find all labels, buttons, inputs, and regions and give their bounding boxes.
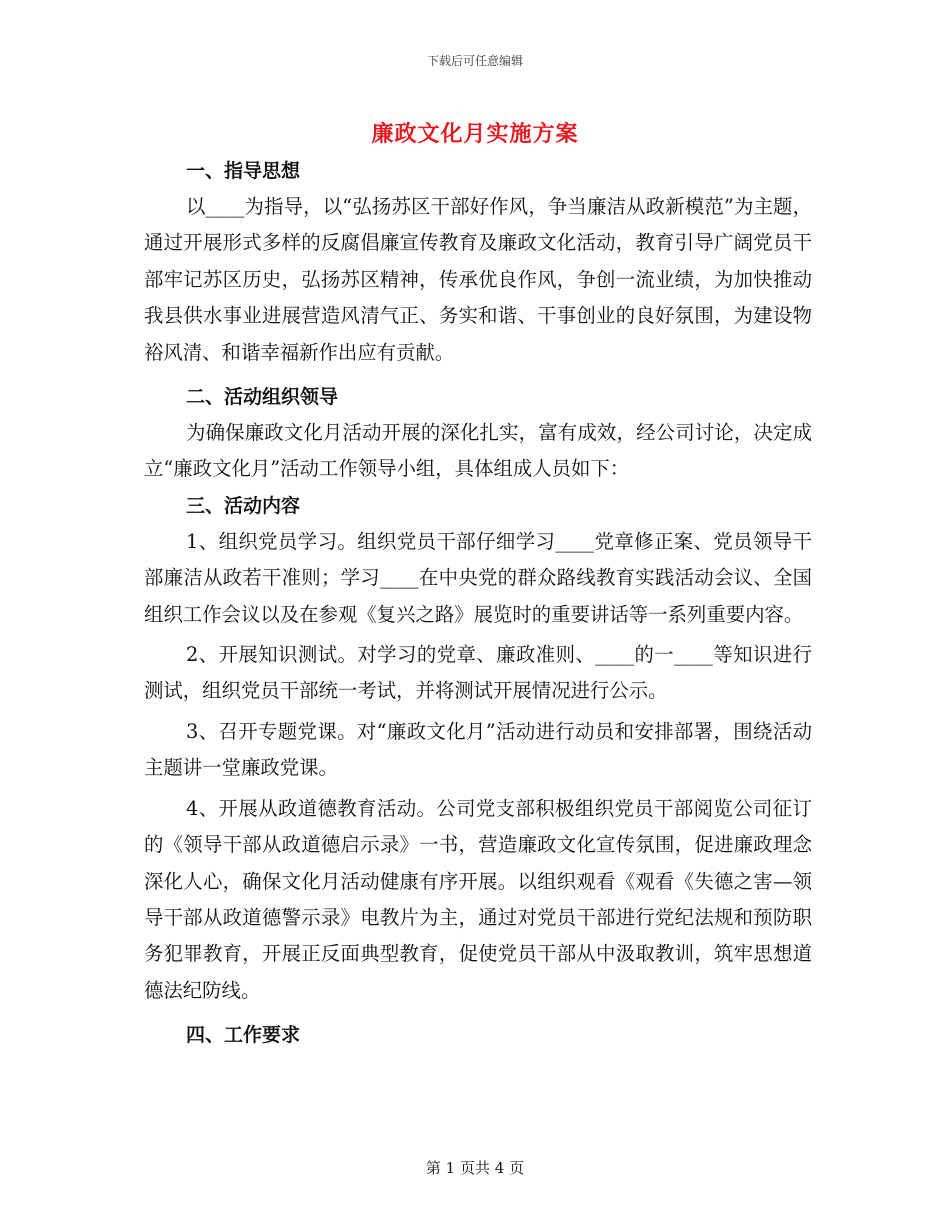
page-header-note: 下载后可任意编辑: [426, 54, 523, 68]
section-heading-organization: 二、活动组织领导: [186, 386, 339, 409]
section-heading-activity-content: 三、活动内容: [186, 494, 301, 517]
paragraph-activity-item-2: 2、开展知识测试。对学习的党章、廉政准则、____的一____等知识进行测试，组织党员干部统一考试，并将测试开展情况进行公示。: [144, 643, 812, 703]
paragraph-activity-item-4: 4、开展从政道德教育活动。公司党支部积极组织党员干部阅览公司征订的《领导干部从政道德启示录》一书，营造廉政文化宣传氛围，促进廉政理念深化人心，确保文化月活动健康有序开展。以组织观看《观看《失德之害—领导干部从政道德警示录》电教片为主，通过对党员干部进行党纪法规和预防职务犯罪教育，开展正反面典型教育，促使党员干部从中汲取教训，筑牢思想道德法纪防线。: [144, 796, 812, 1002]
section-heading-work-requirements: 四、工作要求: [186, 1024, 301, 1047]
paragraph-guiding-ideology: 以____为指导，以“弘扬苏区干部好作风，争当廉洁从政新模范”为主题，通过开展形式多样的反腐倡廉宣传教育及廉政文化活动，教育引导广阔党员干部牢记苏区历史，弘扬苏区精神，传承优良作风，争创一流业绩，为加快推动我县供水事业进展营造风清气正、务实和谐、干事创业的良好氛围，为建设物裕风清、和谐幸福新作出应有贡献。: [144, 195, 812, 364]
document-title: 廉政文化月实施方案: [371, 121, 579, 147]
document-body: [144, 153, 812, 1053]
page-number-footer: 第 1 页共 4 页: [425, 1159, 525, 1177]
paragraph-organization: 为确保廉政文化月活动开展的深化扎实，富有成效，经公司讨论，决定成立“廉政文化月”活动工作领导小组，具体组成人员如下：: [144, 421, 812, 481]
paragraph-activity-item-1: 1、组织党员学习。组织党员干部仔细学习____党章修正案、党员领导干部廉洁从政若干准则；学习____在中央党的群众路线教育实践活动会议、全国组织工作会议以及在参观《复兴之路》展览时的重要讲话等一系列重要内容。: [144, 529, 812, 626]
paragraph-activity-item-3: 3、召开专题党课。对“廉政文化月”活动进行动员和安排部署，围绕活动主题讲一堂廉政党课。: [144, 719, 812, 780]
section-heading-guiding-ideology: 一、指导思想: [186, 160, 301, 182]
